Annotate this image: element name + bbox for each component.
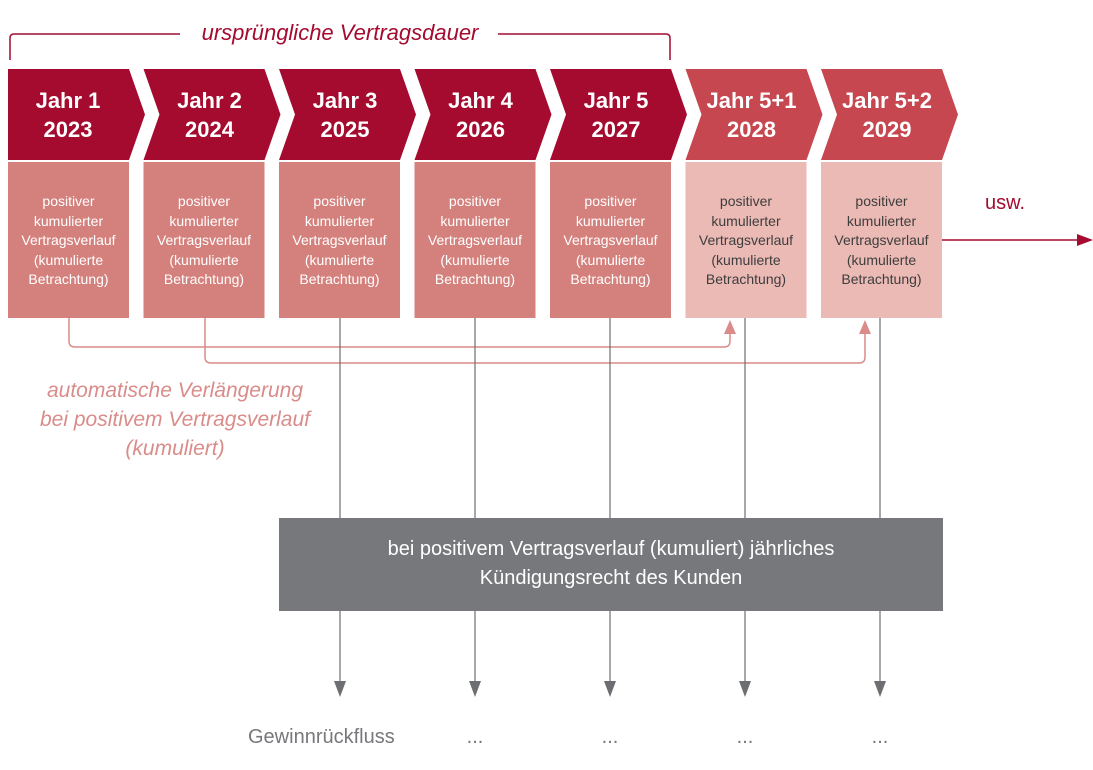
year-info-text: positiver kumulierter Vertragsverlauf (kumulierte Betrachtung) <box>21 193 116 287</box>
calendar-year: 2025 <box>320 117 370 142</box>
calendar-year: 2027 <box>591 117 641 142</box>
automatic-extension-note: automatische Verlängerung bei positivem Vertragsverlauf (kumuliert) <box>39 379 310 460</box>
extension-connector-year1-arrowhead <box>724 320 736 334</box>
extension-connector-year2 <box>205 318 865 363</box>
year-chevron-label <box>827 86 947 144</box>
year-label: Jahr 5 <box>583 88 649 113</box>
year-chevron-label <box>285 86 405 144</box>
year-label: Jahr 5+1 <box>706 88 797 113</box>
calendar-year: 2026 <box>456 117 505 142</box>
year-label: Jahr 1 <box>35 88 101 113</box>
year-chevron-label <box>692 86 812 144</box>
extension-connector-year2-arrowhead <box>859 320 871 334</box>
profit-return-placeholder: ... <box>601 726 619 748</box>
profit-return-arrowhead <box>874 681 886 697</box>
year-chevron-label <box>150 86 270 144</box>
year-info-text: positiver kumulierter Vertragsverlauf (kumulierte Betrachtung) <box>427 193 523 287</box>
profit-return-arrowhead <box>469 681 481 697</box>
profit-return-arrowhead <box>739 681 751 697</box>
calendar-year: 2028 <box>727 117 776 142</box>
profit-return-placeholder: ... <box>466 726 484 748</box>
termination-right-text: bei positivem Vertragsverlauf (kumuliert) jährliches Kündigungsrecht des Kunden <box>387 538 835 589</box>
year-label: Jahr 5+2 <box>842 88 932 113</box>
year-chevron-label <box>8 86 128 144</box>
calendar-year: 2024 <box>185 117 234 142</box>
profit-return-placeholder: ... <box>736 726 754 748</box>
profit-return-placeholder: ... <box>871 726 889 748</box>
extension-connector-year1 <box>69 318 730 347</box>
year-label: Jahr 4 <box>448 88 513 113</box>
continuation-label: usw. <box>985 192 1026 214</box>
profit-return-arrowhead <box>604 681 616 697</box>
year-info-text: positiver kumulierter Vertragsverlauf (kumulierte Betrachtung) <box>698 193 794 287</box>
calendar-year: 2023 <box>43 117 93 142</box>
year-chevron-label <box>421 86 541 144</box>
year-info-text: positiver kumulierter Vertragsverlauf (kumulierte Betrachtung) <box>156 193 252 287</box>
profit-return-arrowhead <box>334 681 346 697</box>
profit-return-label: Gewinnrückfluss <box>248 726 395 748</box>
original-term-label: ursprüngliche Vertragsdauer <box>201 20 479 45</box>
year-info-text: positiver kumulierter Vertragsverlauf (kumulierte Betrachtung) <box>834 193 929 287</box>
year-info-text: positiver kumulierter Vertragsverlauf (kumulierte Betrachtung) <box>563 193 658 287</box>
calendar-year: 2029 <box>862 117 912 142</box>
continuation-arrowhead <box>1077 234 1093 246</box>
year-info-text: positiver kumulierter Vertragsverlauf (kumulierte Betrachtung) <box>292 193 387 287</box>
year-label: Jahr 2 <box>177 88 242 113</box>
year-chevron-label <box>556 86 676 144</box>
year-label: Jahr 3 <box>312 88 378 113</box>
